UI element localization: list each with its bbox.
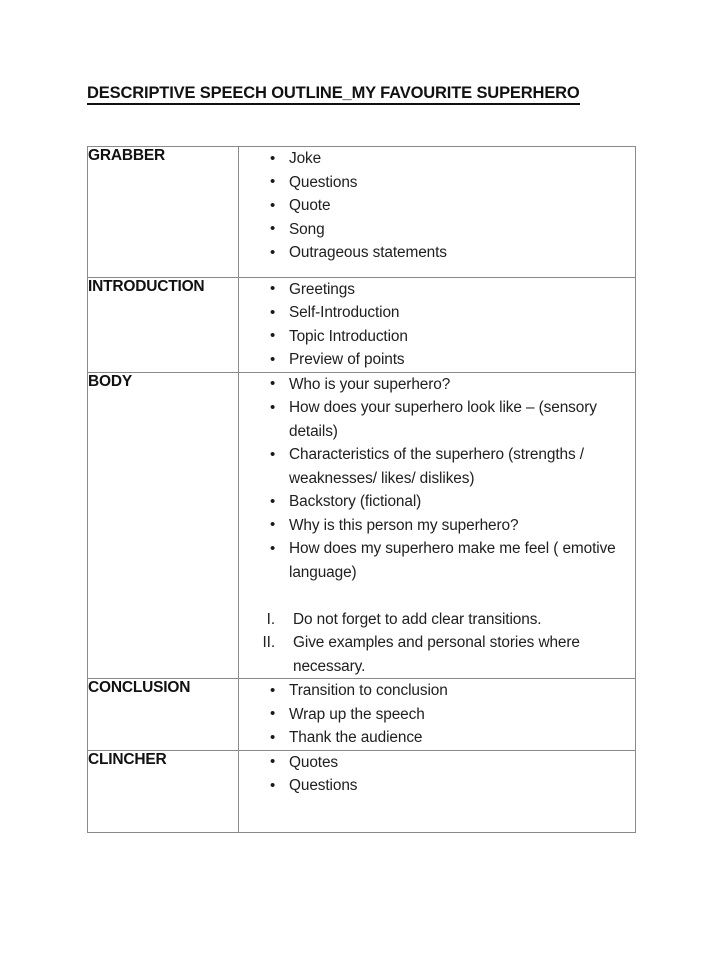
page-title-text: DESCRIPTIVE SPEECH OUTLINE_MY FAVOURITE SUPERHERO xyxy=(87,84,580,105)
table-row xyxy=(87,372,636,679)
row-label-clincher: CLINCHER xyxy=(88,750,167,768)
bullet-list-introduction xyxy=(239,278,635,372)
row-content-cell-introduction xyxy=(238,277,636,372)
bullet-list-conclusion xyxy=(239,679,635,750)
list-item: • Quotes xyxy=(239,751,635,775)
list-item: • Outrageous statements xyxy=(239,241,635,265)
table-row xyxy=(87,750,636,833)
list-item: • Wrap up the speech xyxy=(239,703,635,727)
bullet-list-body xyxy=(239,373,635,585)
list-item: • How does your superhero look like – (sensory details) xyxy=(239,396,635,443)
row-label-cell-clincher xyxy=(87,750,238,833)
list-item-text: Do not forget to add clear transitions. xyxy=(293,610,542,628)
list-item: • Characteristics of the superhero (strengths / weaknesses/ likes/ dislikes) xyxy=(239,443,635,490)
list-item xyxy=(239,631,635,678)
list-item: • Topic Introduction xyxy=(239,325,635,349)
list-marker: II. xyxy=(262,634,275,651)
list-item: • Questions xyxy=(239,774,635,798)
row-content-cell-conclusion xyxy=(238,678,636,750)
list-item: • Song xyxy=(239,218,635,242)
row-label-body: BODY xyxy=(88,372,132,390)
list-item: • Backstory (fictional) xyxy=(239,490,635,514)
list-item: • Who is your superhero? xyxy=(239,373,635,397)
list-item: • How does my superhero make me feel ( emotive language) xyxy=(239,537,635,584)
list-item: • Questions xyxy=(239,171,635,195)
speech-outline-table xyxy=(87,146,636,833)
list-item: • Greetings xyxy=(239,278,635,302)
list-item: • Preview of points xyxy=(239,348,635,372)
row-content-cell-clincher xyxy=(238,750,636,833)
list-item: • Transition to conclusion xyxy=(239,679,635,703)
list-item-text: Give examples and personal stories where necessary. xyxy=(293,634,580,675)
row-content-cell-body xyxy=(238,372,636,679)
cell-spacer xyxy=(239,584,635,608)
table-row xyxy=(87,277,636,372)
list-item: • Self-Introduction xyxy=(239,301,635,325)
cell-spacer xyxy=(239,798,635,832)
row-label-cell-body xyxy=(87,372,238,679)
row-label-cell-grabber xyxy=(87,146,238,277)
page-title xyxy=(87,84,580,103)
table-row xyxy=(87,678,636,750)
numbered-list-body xyxy=(239,608,635,679)
bullet-list-grabber xyxy=(239,147,635,265)
cell-spacer xyxy=(239,265,635,277)
row-label-introduction: INTRODUCTION xyxy=(88,277,205,295)
list-item: • Why is this person my superhero? xyxy=(239,514,635,538)
list-item xyxy=(239,608,635,632)
list-item: • Thank the audience xyxy=(239,726,635,750)
bullet-list-clincher xyxy=(239,751,635,798)
table-row xyxy=(87,146,636,277)
list-marker: I. xyxy=(266,610,275,628)
row-label-conclusion: CONCLUSION xyxy=(88,679,191,696)
row-label-cell-introduction xyxy=(87,277,238,372)
row-label-cell-conclusion xyxy=(87,678,238,750)
row-label-grabber: GRABBER xyxy=(88,147,165,164)
row-content-cell-grabber xyxy=(238,146,636,277)
list-item: • Joke xyxy=(239,147,635,171)
list-item: • Quote xyxy=(239,194,635,218)
